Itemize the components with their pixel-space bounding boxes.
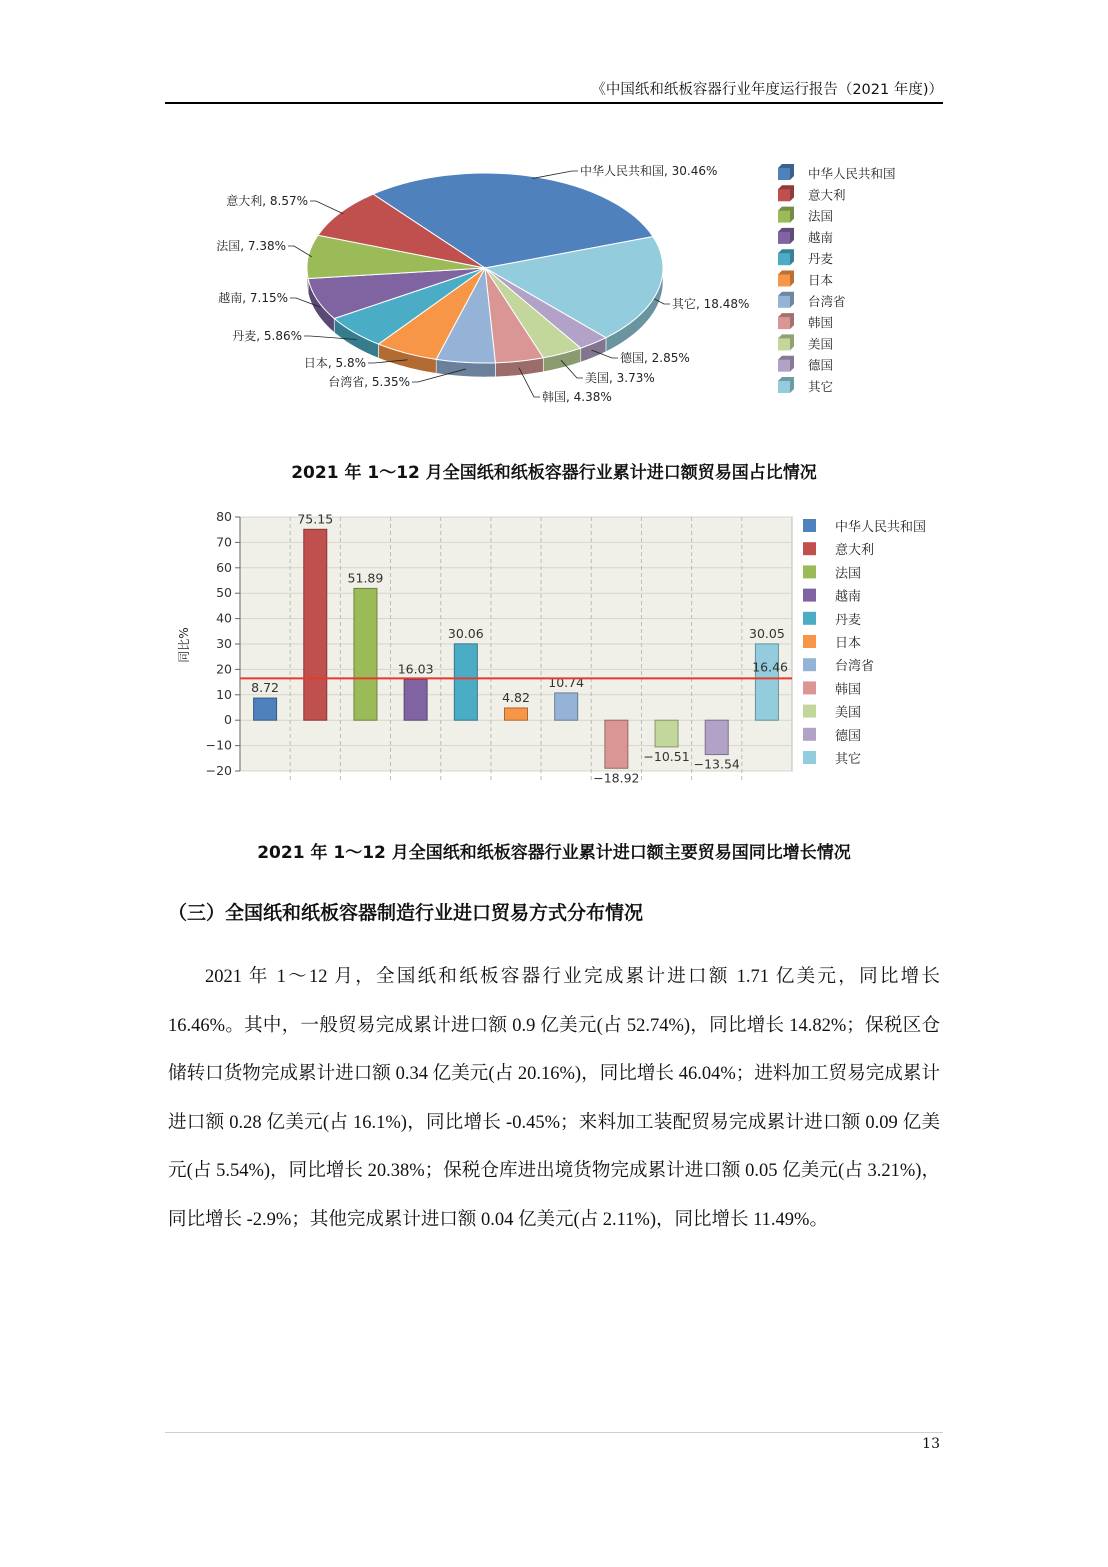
legend-swatch xyxy=(778,296,790,308)
pie-data-label: 德国, 2.85% xyxy=(620,351,690,365)
legend-swatch xyxy=(778,211,790,223)
legend-swatch xyxy=(778,338,790,350)
legend-label: 越南 xyxy=(808,229,834,245)
y-axis-label: 同比% xyxy=(177,627,191,663)
bar xyxy=(454,644,477,720)
pie-data-label: 中华人民共和国, 30.46% xyxy=(580,164,718,178)
legend-swatch xyxy=(803,519,816,532)
legend-label: 法国 xyxy=(835,566,862,582)
pie-data-label: 越南, 7.15% xyxy=(218,291,288,305)
page-number: 13 xyxy=(922,1436,940,1452)
bar xyxy=(705,720,728,754)
bar xyxy=(404,679,427,720)
bar xyxy=(505,708,528,720)
legend-swatch xyxy=(778,232,790,244)
y-tick-label: 50 xyxy=(216,585,232,601)
legend-label: 德国 xyxy=(808,357,834,373)
legend-swatch xyxy=(778,275,790,287)
bar-chart xyxy=(170,505,950,795)
legend-label: 丹麦 xyxy=(835,612,862,628)
bar-value-label: −18.92 xyxy=(593,770,640,786)
legend-label: 韩国 xyxy=(808,315,834,331)
pie-data-label: 丹麦, 5.86% xyxy=(232,329,302,343)
legend-swatch xyxy=(803,751,816,764)
legend-label: 台湾省 xyxy=(808,293,846,309)
legend-label: 法国 xyxy=(808,208,834,224)
page-header xyxy=(165,72,943,104)
legend-swatch xyxy=(803,681,816,694)
y-tick-label: 0 xyxy=(224,712,232,728)
bar xyxy=(304,529,327,720)
legend-swatch xyxy=(778,360,790,372)
pie-data-label: 意大利, 8.57% xyxy=(226,194,308,208)
pie-data-label: 美国, 3.73% xyxy=(585,371,655,385)
pie-legend xyxy=(778,164,896,394)
bar xyxy=(555,693,578,720)
legend-label: 日本 xyxy=(808,272,834,288)
header-title: 《中国纸和纸板容器行业年度运行报告（2021 年度)） xyxy=(591,82,943,98)
legend-label: 中华人民共和国 xyxy=(835,520,927,535)
bar-value-label: 8.72 xyxy=(251,680,280,696)
legend-swatch xyxy=(803,612,816,625)
pie-slices xyxy=(307,173,663,363)
y-tick-label: 30 xyxy=(216,636,232,651)
pie-data-label: 法国, 7.38% xyxy=(216,239,286,253)
y-tick-label: −20 xyxy=(205,763,232,778)
legend-swatch xyxy=(803,658,816,671)
pie-leader-line xyxy=(533,171,578,178)
y-tick-label: 40 xyxy=(216,610,232,626)
bar-value-label: 30.06 xyxy=(447,625,484,641)
bar-value-label: 51.89 xyxy=(347,570,384,586)
legend-swatch xyxy=(803,705,816,718)
y-tick-label: 80 xyxy=(216,509,232,524)
legend-swatch xyxy=(803,589,816,602)
legend-swatch xyxy=(778,189,790,201)
legend-label: 意大利 xyxy=(835,543,875,559)
pie-leader-line xyxy=(310,201,343,214)
bar xyxy=(755,644,778,720)
legend-swatch xyxy=(803,565,816,578)
bar-value-label: 4.82 xyxy=(502,689,530,705)
pie-chart-caption: 2021 年 1～12 月全国纸和纸板容器行业累计进口额贸易国占比情况 xyxy=(291,463,817,483)
legend-label: 意大利 xyxy=(808,187,846,203)
legend-label: 美国 xyxy=(835,705,862,721)
y-tick-label: 60 xyxy=(216,559,232,575)
reference-line-label: 16.46 xyxy=(752,659,788,675)
legend-label: 韩国 xyxy=(835,682,862,698)
bar-legend xyxy=(803,519,926,767)
legend-label: 日本 xyxy=(835,636,862,651)
bar-value-label: 75.15 xyxy=(297,511,334,527)
legend-swatch xyxy=(778,317,790,329)
bar-value-label: 16.03 xyxy=(397,661,434,677)
legend-swatch xyxy=(803,728,816,741)
bar-value-label: 30.05 xyxy=(749,625,785,641)
legend-swatch xyxy=(803,635,816,648)
legend-label: 其它 xyxy=(835,752,862,767)
legend-swatch xyxy=(803,542,816,555)
body-paragraph: 2021 年 1～12 月，全国纸和纸板容器行业完成累计进口额 1.71 亿美元，同比增长 16.46%。其中，一般贸易完成累计进口额 0.9 亿美元(占 52.74%)，同比增长 14.82%；保税区仓储转口货物完成累计进口额 0.34 亿美元(占 20.16%)，同比增长 46.04%；进料加工贸易完成累计进口额 0.28 亿美元(占 16.1%)，同比增长 -0.45%；来料加工装配贸易完成累计进口额 0.09 亿美元(占 5.54%)，同比增长 20.38%；保税仓库进出境货物完成累计进口额 0.05 亿美元(占 3.21%)，同比增长 -2.9%；其他完成累计进口额 0.04 亿美元(占 2.11%)，同比增长 11.49%。 xyxy=(168,967,940,1230)
legend-label: 美国 xyxy=(808,336,834,352)
pie-data-label: 其它, 18.48% xyxy=(672,297,750,311)
bar xyxy=(655,720,678,747)
legend-swatch xyxy=(778,253,790,265)
bar xyxy=(254,698,277,720)
pie-chart xyxy=(180,150,940,420)
footer-divider xyxy=(165,1432,943,1433)
bar-value-label: −13.54 xyxy=(693,756,740,772)
bar-value-label: −10.51 xyxy=(643,748,690,764)
bar-chart-caption: 2021 年 1～12 月全国纸和纸板容器行业累计进口额主要贸易国同比增长情况 xyxy=(257,843,851,863)
y-tick-label: −10 xyxy=(205,737,232,753)
legend-label: 中华人民共和国 xyxy=(808,166,896,181)
y-tick-label: 10 xyxy=(216,686,232,702)
bar xyxy=(354,588,377,720)
legend-label: 台湾省 xyxy=(835,659,875,675)
legend-label: 德国 xyxy=(835,728,862,744)
bar xyxy=(605,720,628,768)
pie-data-label: 日本, 5.8% xyxy=(303,356,366,370)
bar-value-label: 10.74 xyxy=(548,674,585,690)
legend-label: 越南 xyxy=(835,589,862,605)
legend-label: 其它 xyxy=(808,379,834,394)
pie-data-label: 韩国, 4.38% xyxy=(542,390,612,404)
section-title: （三）全国纸和纸板容器制造行业进口贸易方式分布情况 xyxy=(168,902,644,924)
legend-swatch xyxy=(778,168,790,180)
y-tick-label: 20 xyxy=(216,661,232,677)
y-tick-label: 70 xyxy=(216,534,232,550)
pie-data-label: 台湾省, 5.35% xyxy=(328,375,410,389)
legend-label: 丹麦 xyxy=(808,251,834,267)
legend-swatch xyxy=(778,381,790,393)
